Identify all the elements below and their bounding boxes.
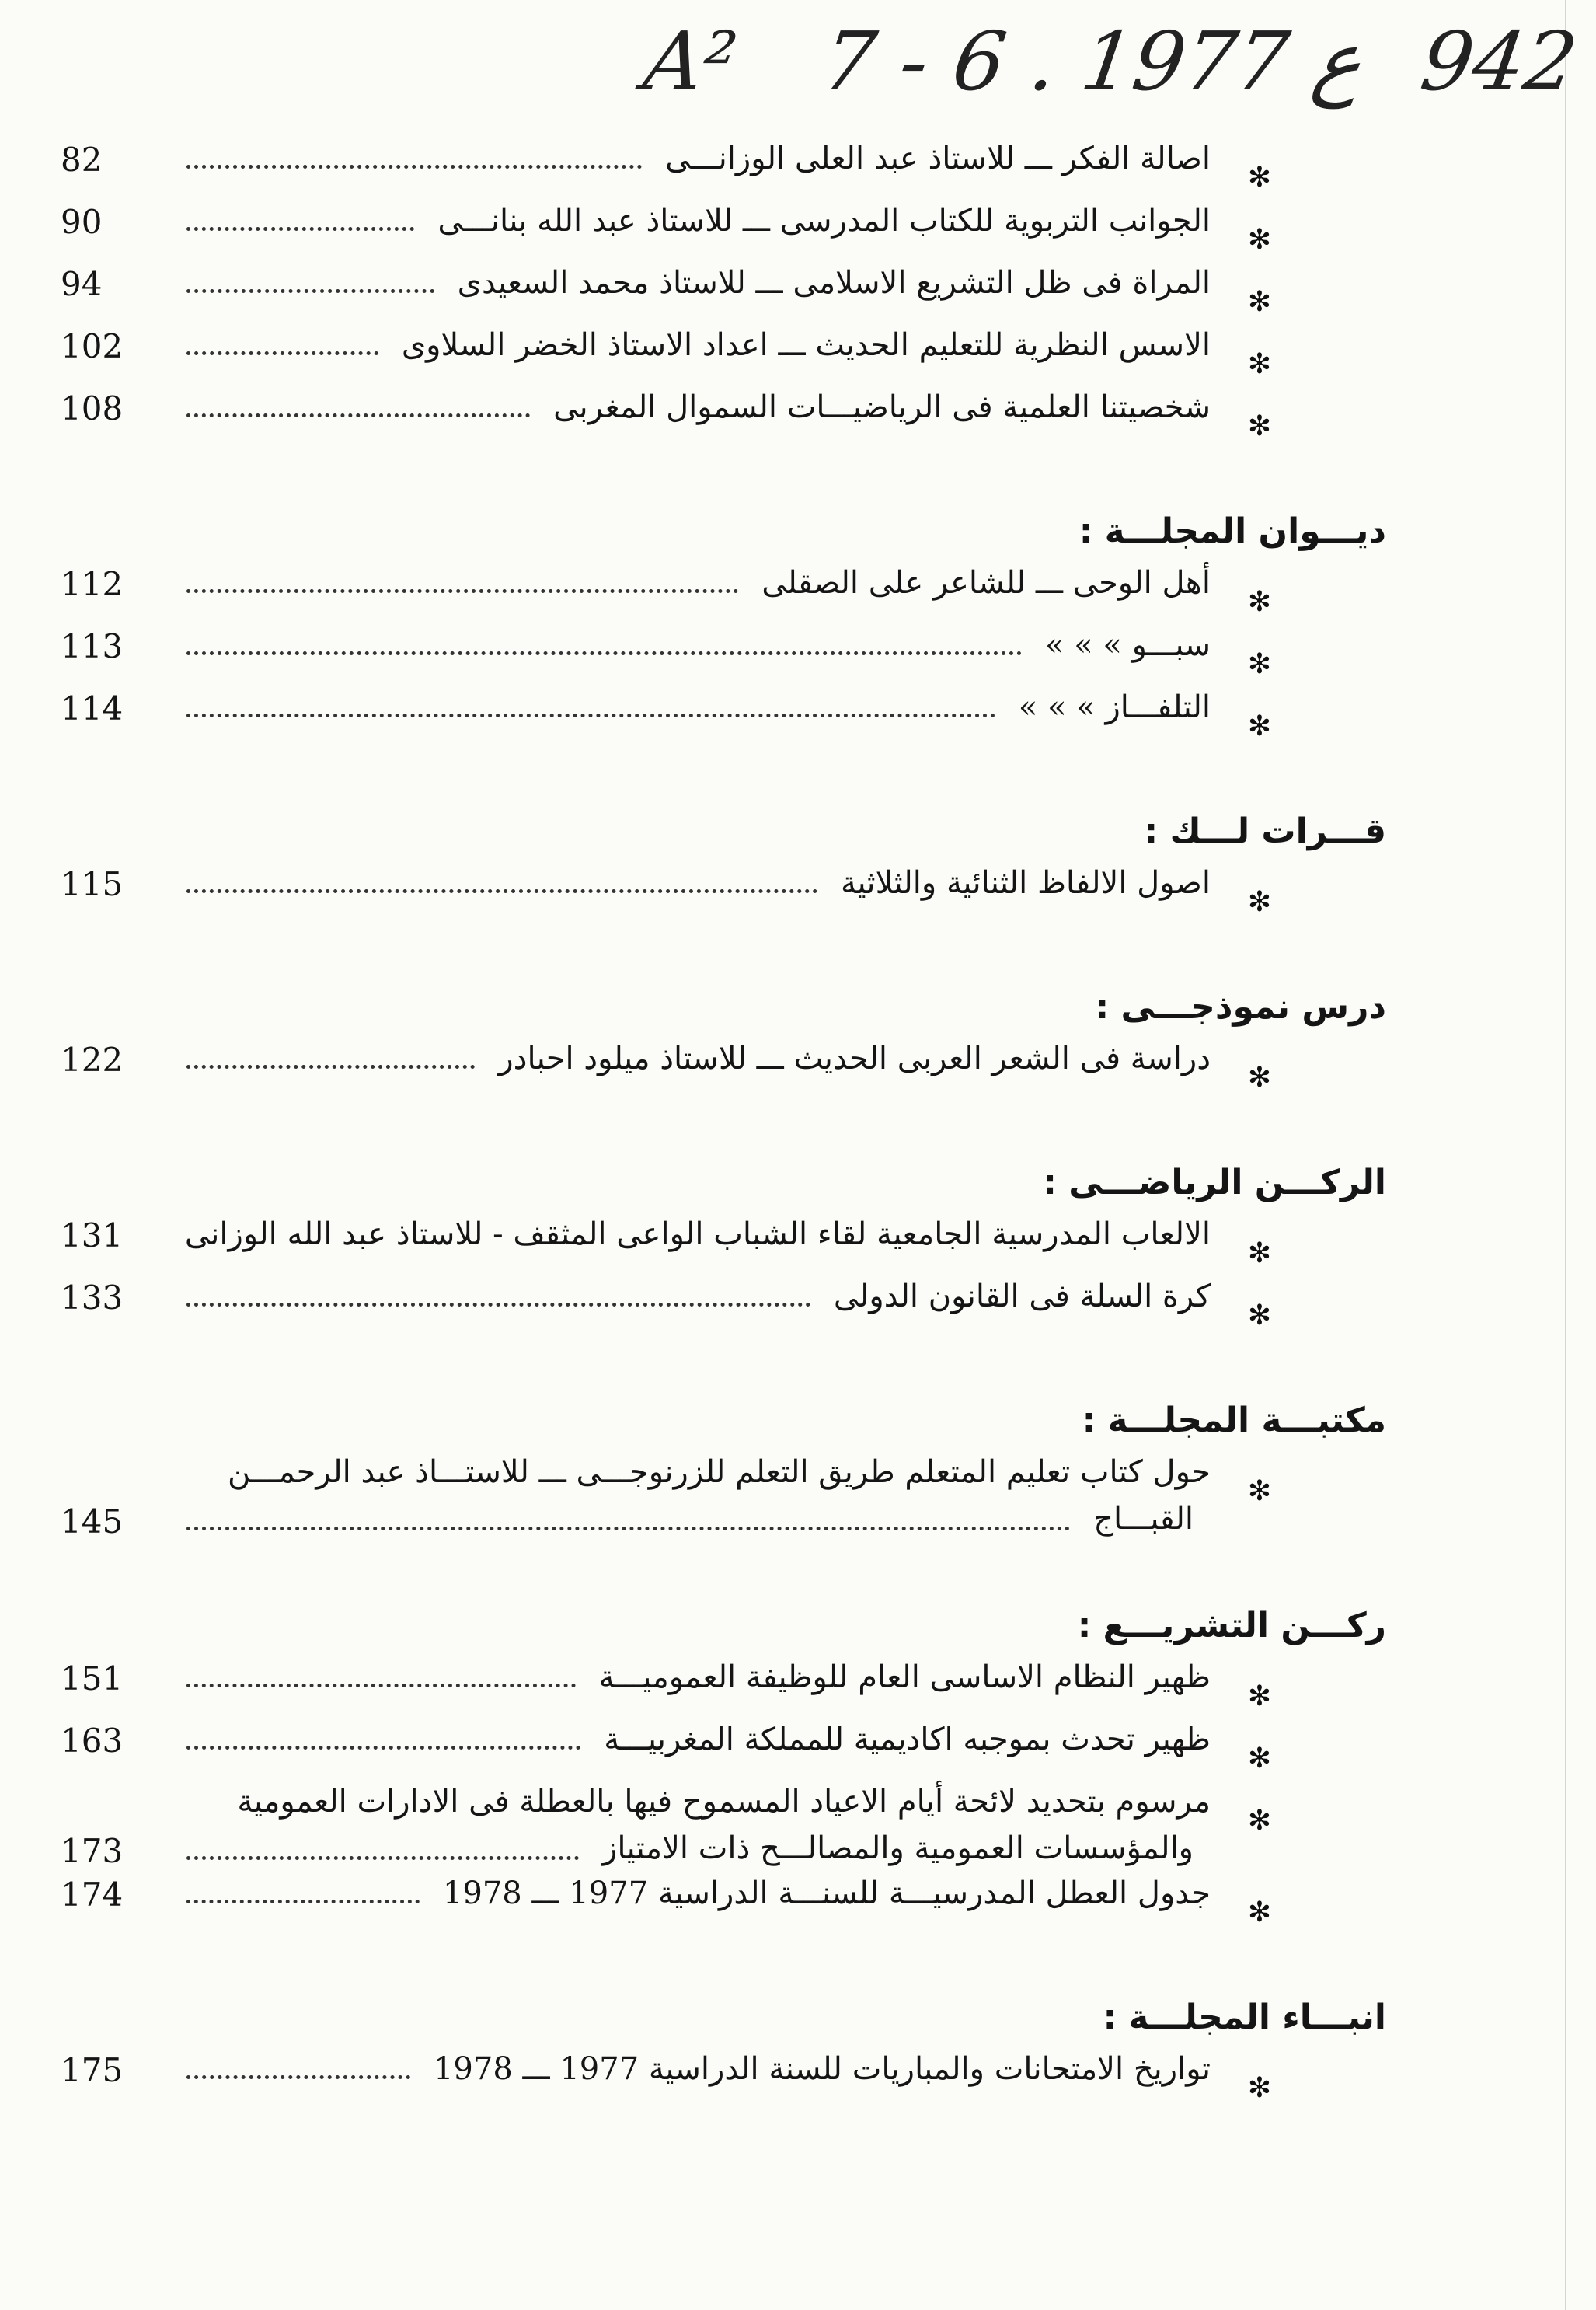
asterisk-bullet-icon: ✻ xyxy=(1247,1743,1271,1774)
dot-leader xyxy=(186,1668,576,1687)
section-title: ركـــن التشريـــع : xyxy=(1077,1606,1386,1645)
entry-title: دراسة فى الشعر العربى الحديث ـــ للاستاذ ميلود احبادر xyxy=(498,1041,1211,1076)
page-number: 102 xyxy=(61,327,124,365)
toc-entry xyxy=(0,564,1596,626)
dot-leader xyxy=(186,336,378,355)
archive-date: 7 - 6 . ع 1977 xyxy=(817,14,1369,109)
section-heading xyxy=(0,483,1596,564)
archive-number: 942 xyxy=(1415,14,1584,109)
section-heading xyxy=(0,1373,1596,1453)
table-of-contents xyxy=(0,140,1596,2113)
section-heading xyxy=(0,959,1596,1040)
section-heading xyxy=(0,1970,1596,2050)
dot-leader xyxy=(186,211,414,231)
entry-title: كرة السلة فى القانون الدولى xyxy=(833,1279,1211,1314)
toc-entry xyxy=(0,1278,1596,1340)
entry-title: حول كتاب تعليم المتعلم طريق التعلم للزرنوجـــى ـــ للاستـــاذ عبد الرحمـــن xyxy=(227,1454,1211,1490)
entry-title: جدول العطل المدرسيـــة للسنـــة الدراسية 1977 ـــ 1978 xyxy=(442,1876,1211,1911)
entry-title: سبـــو » » » xyxy=(1045,627,1211,663)
entry-title: تواريخ الامتحانات والمباريات للسنة الدراسية 1977 ـــ 1978 xyxy=(433,2051,1211,2087)
dot-leader xyxy=(186,1287,810,1307)
page-number: 108 xyxy=(61,389,124,427)
dot-leader xyxy=(186,574,738,593)
asterisk-bullet-icon: ✻ xyxy=(1247,1475,1271,1507)
page-number: 151 xyxy=(61,1659,124,1698)
entry-title: التلفـــاز » » » xyxy=(1018,689,1211,725)
toc-entry xyxy=(0,140,1596,202)
page-number: 114 xyxy=(61,689,124,728)
toc-entry xyxy=(0,202,1596,264)
page-number: 82 xyxy=(61,141,103,179)
toc-entry xyxy=(0,1783,1596,1875)
asterisk-bullet-icon: ✻ xyxy=(1247,886,1271,918)
section-heading xyxy=(0,1135,1596,1216)
toc-entry xyxy=(0,264,1596,326)
section-title: قـــرات لـــك : xyxy=(1144,811,1386,851)
toc-entry xyxy=(0,1659,1596,1721)
asterisk-bullet-icon: ✻ xyxy=(1247,410,1271,442)
toc-entry xyxy=(0,1216,1596,1278)
asterisk-bullet-icon: ✻ xyxy=(1247,648,1271,680)
toc-entry xyxy=(0,626,1596,689)
section-title: مكتبـــة المجلـــة : xyxy=(1082,1401,1386,1440)
entry-title: الاسس النظرية للتعليم الحديث ـــ اعداد الاستاذ الخضر السلاوى xyxy=(401,327,1211,363)
page-number: 113 xyxy=(61,627,124,665)
toc-entry xyxy=(0,2050,1596,2113)
asterisk-bullet-icon: ✻ xyxy=(1247,2072,1271,2104)
entry-title: المراة فى ظل التشريع الاسلامى ـــ للاستاذ محمد السعيدى xyxy=(457,265,1211,301)
asterisk-bullet-icon: ✻ xyxy=(1247,1062,1271,1094)
dot-leader xyxy=(186,874,817,893)
asterisk-bullet-icon: ✻ xyxy=(1247,286,1271,318)
entry-title: الالعاب المدرسية الجامعية لقاء الشباب الواعى المثقف - للاستاذ عبد الله الوزانى xyxy=(184,1216,1211,1252)
asterisk-bullet-icon: ✻ xyxy=(1247,1300,1271,1331)
page-number: 174 xyxy=(61,1876,124,1914)
asterisk-bullet-icon: ✻ xyxy=(1247,348,1271,380)
entry-title: شخصيتنا العلمية فى الرياضيـــات السموال المغربى xyxy=(553,389,1211,425)
toc-entry xyxy=(0,1721,1596,1783)
entry-title-continuation: القبـــاج xyxy=(1093,1501,1194,1537)
dot-leader xyxy=(186,398,530,417)
dot-leader xyxy=(186,274,434,293)
entry-title: اصالة الفكر ـــ للاستاذ عبد العلى الوزانـــى xyxy=(665,141,1211,176)
asterisk-bullet-icon: ✻ xyxy=(1247,1805,1271,1837)
section-title: الركـــن الرياضـــى : xyxy=(1043,1163,1386,1202)
toc-entry xyxy=(0,389,1596,451)
page-number: 133 xyxy=(61,1279,124,1317)
page-number: 145 xyxy=(61,1502,124,1541)
entry-title: الجوانب التربوية للكتاب المدرسى ـــ للاستاذ عبد الله بنانـــى xyxy=(437,203,1211,239)
entry-title: مرسوم بتحديد لائحة أيام الاعياد المسموح فيها بالعطلة فى الادارات العمومية xyxy=(237,1784,1211,1820)
page-number: 163 xyxy=(61,1722,124,1760)
toc-entry xyxy=(0,1453,1596,1545)
dot-leader xyxy=(186,698,995,717)
asterisk-bullet-icon: ✻ xyxy=(1247,710,1271,742)
section-heading xyxy=(0,783,1596,864)
asterisk-bullet-icon: ✻ xyxy=(1247,586,1271,618)
dot-leader xyxy=(186,636,1022,655)
asterisk-bullet-icon: ✻ xyxy=(1247,1897,1271,1928)
page-number: 112 xyxy=(61,565,124,603)
page-number: 173 xyxy=(61,1832,124,1870)
dot-leader xyxy=(186,1841,579,1860)
toc-entry xyxy=(0,1875,1596,1937)
asterisk-bullet-icon: ✻ xyxy=(1247,1680,1271,1712)
dot-leader xyxy=(186,1511,1070,1530)
toc-entry xyxy=(0,326,1596,389)
page-number: 94 xyxy=(61,265,103,303)
entry-title: اصول الالفاظ الثنائية والثلاثية xyxy=(841,865,1211,901)
page-number: 131 xyxy=(61,1216,124,1254)
entry-title: ظهير النظام الاساسى العام للوظيفة العموميـــة xyxy=(598,1659,1211,1695)
dot-leader xyxy=(186,1884,420,1903)
entry-title-continuation: والمؤسسات العمومية والمصالـــح ذات الامتياز xyxy=(602,1830,1194,1866)
dot-leader xyxy=(186,1049,475,1069)
section-title: انبـــاء المجلـــة : xyxy=(1103,1998,1386,2037)
handwritten-annotation xyxy=(0,14,1596,107)
page-number: 115 xyxy=(61,865,124,903)
page-number: 90 xyxy=(61,203,103,241)
dot-leader xyxy=(186,1730,580,1750)
section-heading xyxy=(0,1578,1596,1659)
asterisk-bullet-icon: ✻ xyxy=(1247,224,1271,256)
toc-entry xyxy=(0,1040,1596,1102)
dot-leader xyxy=(186,2060,410,2079)
page-number: 122 xyxy=(61,1041,124,1079)
dot-leader xyxy=(186,149,642,169)
section-title: ديـــوان المجلـــة : xyxy=(1079,511,1386,551)
entry-title: ظهير تحدث بموجبه اكاديمية للمملكة المغربيـــة xyxy=(604,1722,1211,1757)
entry-title: أهل الوحى ـــ للشاعر على الصقلى xyxy=(761,565,1211,601)
toc-entry xyxy=(0,689,1596,751)
asterisk-bullet-icon: ✻ xyxy=(1247,1237,1271,1269)
asterisk-bullet-icon: ✻ xyxy=(1247,162,1271,194)
section-title: درس نموذجـــى : xyxy=(1095,987,1386,1027)
page-number: 175 xyxy=(61,2051,124,2089)
archive-code: A² xyxy=(638,14,743,109)
toc-entry xyxy=(0,864,1596,926)
